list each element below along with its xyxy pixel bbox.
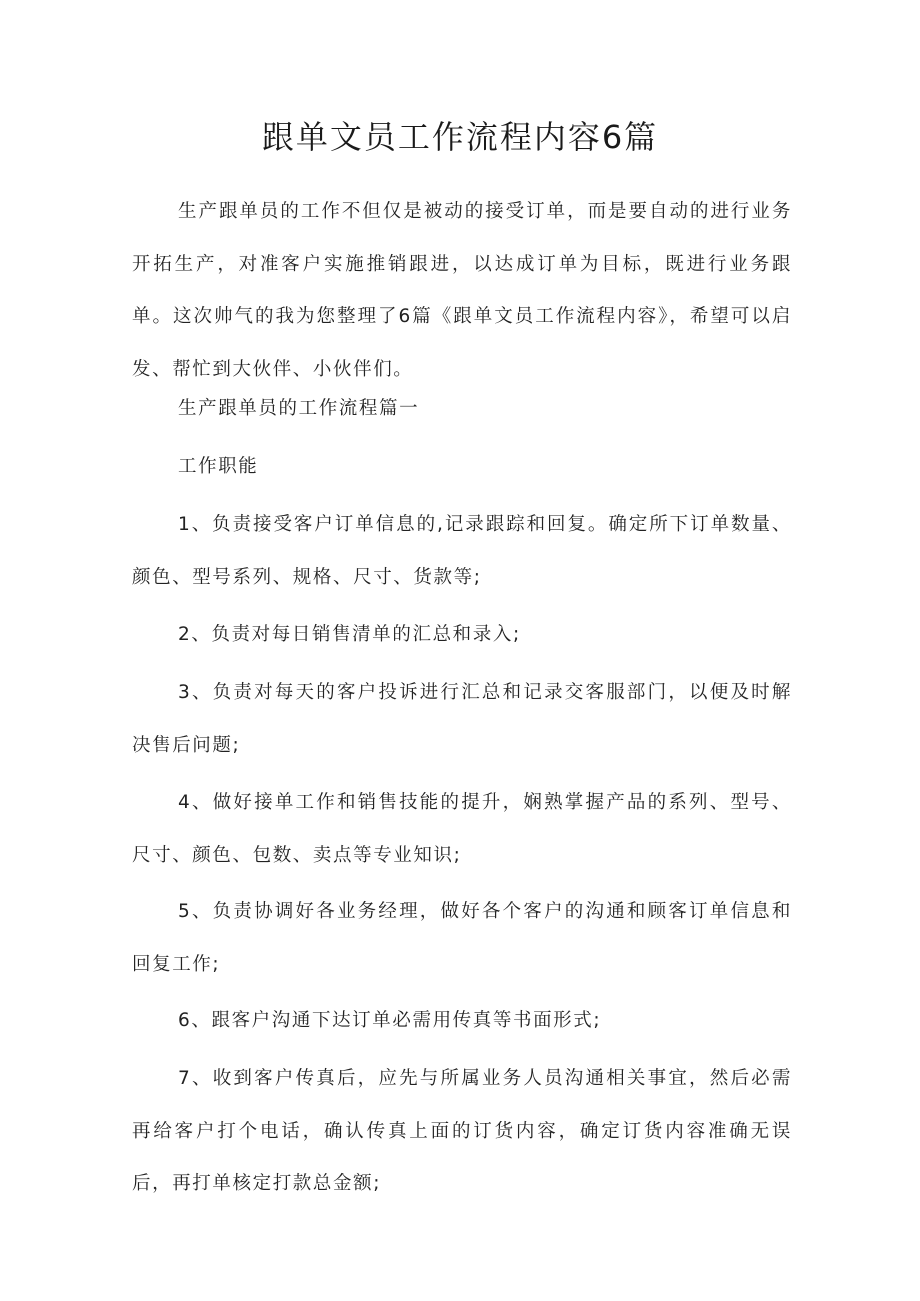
duty-item-4: 4、做好接单工作和销售技能的提升，娴熟掌握产品的系列、型号、尺寸、颜色、包数、卖点等专业知识; (132, 792, 792, 866)
subsection-heading: 工作职能 (178, 456, 259, 477)
section-heading: 生产跟单员的工作流程篇一 (178, 398, 420, 419)
duty-item-6: 6、跟客户沟通下达订单必需用传真等书面形式; (178, 1010, 602, 1031)
duty-item-2: 2、负责对每日销售清单的汇总和录入; (178, 624, 521, 645)
document-title: 跟单文员工作流程内容6篇 (261, 118, 659, 156)
duty-item-1: 1、负责接受客户订单信息的,记录跟踪和回复。确定所下订单数量、颜色、型号系列、规格、尺寸、货款等; (132, 514, 792, 588)
duty-item-5: 5、负责协调好各业务经理，做好各个客户的沟通和顾客订单信息和回复工作; (132, 901, 792, 975)
duty-item-7: 7、收到客户传真后，应先与所属业务人员沟通相关事宜，然后必需再给客户打个电话，确认传真上面的订货内容，确定订货内容准确无误后，再打单核定打款总金额; (132, 1068, 792, 1194)
intro-paragraph: 生产跟单员的工作不但仅是被动的接受订单，而是要自动的进行业务开拓生产，对准客户实施推销跟进，以达成订单为目标，既进行业务跟单。这次帅气的我为您整理了6篇《跟单文员工作流程内容》，希望可以启发、帮忙到大伙伴、小伙伴们。 (132, 201, 792, 380)
duty-item-3: 3、负责对每天的客户投诉进行汇总和记录交客服部门，以便及时解决售后问题; (132, 682, 792, 756)
